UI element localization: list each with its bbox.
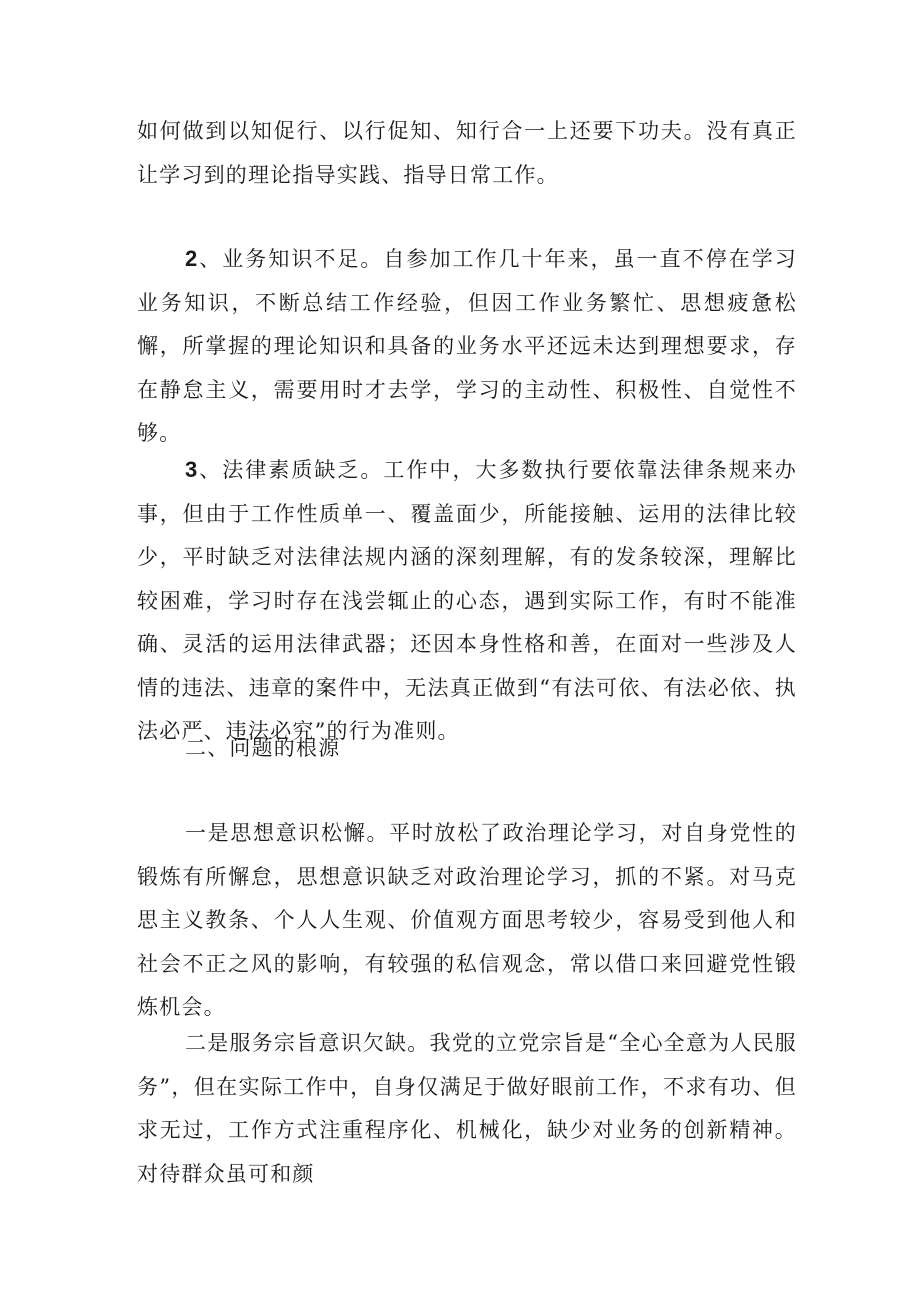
paragraph-text: 一是思想意识松懈。平时放松了政治理论学习，对自身党性的锻炼有所懈怠，思想意识缺乏对政治理论学习，抓的不紧。对马克思主义教条、个人人生观、价值观方面思考较少，容易受到他人和社会不正之风的影响，有较强的私信观念，常以借口来回避党性锻炼机会。 xyxy=(137,821,797,1019)
paragraph-service-purpose xyxy=(137,1022,797,1196)
paragraph-number: 2 xyxy=(185,246,199,271)
paragraph-business-knowledge xyxy=(137,237,797,456)
section-heading: 二、问题的根源 xyxy=(185,736,341,760)
paragraph-text: 如何做到以知促行、以行促知、知行合一上还要下功夫。没有真正让学习到的理论指导实践、指导日常工作。 xyxy=(137,119,797,187)
paragraph-text: 二是服务宗旨意识欠缺。我党的立党宗旨是“全心全意为人民服务”，但在实际工作中，自身仅满足于做好眼前工作，不求有功、但求无过，工作方式注重程序化、机械化，缺少对业务的创新精神。对待群众虽可和颜 xyxy=(137,1031,797,1186)
paragraph-legal-quality xyxy=(137,448,797,754)
paragraph-text: 、业务知识不足。自参加工作几十年来，虽一直不停在学习业务知识，不断总结工作经验，但因工作业务繁忙、思想疲惫松懈，所掌握的理论知识和具备的业务水平还远未达到理想要求，存在静怠主义，需要用时才去学，学习的主动性、积极性、自觉性不够。 xyxy=(137,247,797,445)
paragraph-text: 、法律素质缺乏。工作中，大多数执行要依靠法律条规来办事，但由于工作性质单一、覆盖面少，所能接触、运用的法律比较少，平时缺乏对法律法规内涵的深刻理解，有的发条较深，理解比较困难，学习时存在浅尝辄止的心态，遇到实际工作，有时不能准确、灵活的运用法律武器；还因本身性格和善，在面对一些涉及人情的违法、违章的案件中，无法真正做到“有法可依、有法必依、执法必严、违法必究”的行为准则。 xyxy=(137,458,797,743)
paragraph-continuation xyxy=(137,110,797,197)
paragraph-number: 3 xyxy=(185,457,199,482)
paragraph-ideological-awareness xyxy=(137,812,797,1030)
